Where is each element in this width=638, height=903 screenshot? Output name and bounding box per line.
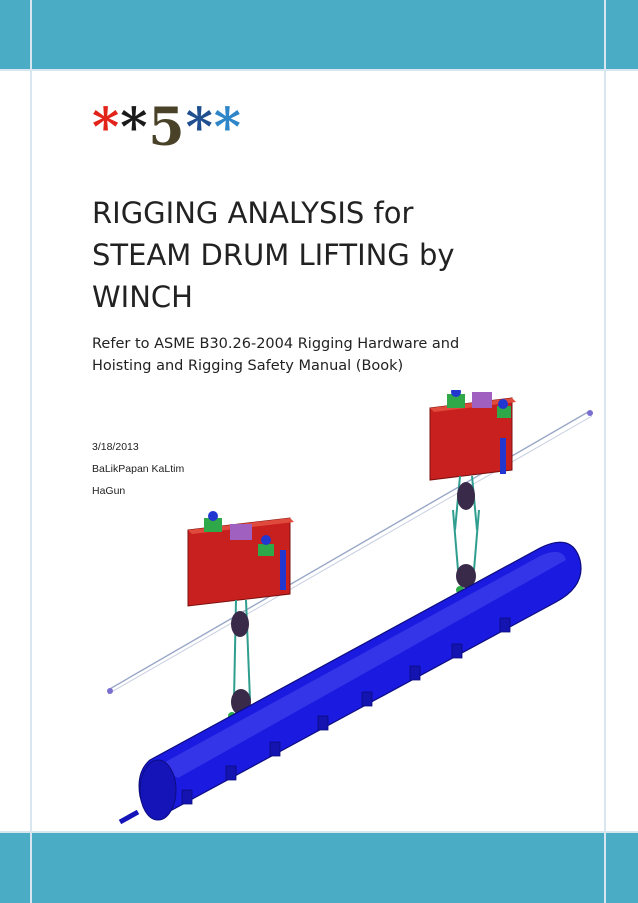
document-subtitle [92, 333, 562, 377]
subtitle-line: Refer to ASME B30.26-2004 Rigging Hardware and [92, 336, 460, 352]
document-location: BaLikPapan KaLtim [92, 463, 185, 475]
star-2: * [120, 97, 149, 158]
title-line: STEAM DRUM LIFTING by [92, 238, 455, 272]
star-4: * [185, 97, 214, 158]
header-band [0, 0, 638, 69]
frame-line-bottom [0, 831, 638, 833]
document-date: 3/18/2013 [92, 441, 139, 453]
document-author: HaGun [92, 485, 126, 497]
beam-right [430, 390, 516, 480]
heading-stars [92, 98, 242, 158]
guide-rail-front [108, 412, 588, 690]
document-title [92, 192, 562, 318]
subtitle-line: Hoisting and Rigging Safety Manual (Book) [92, 358, 404, 374]
title-line: RIGGING ANALYSIS for [92, 196, 414, 230]
star-5: * [213, 97, 242, 158]
frame-line-left [30, 0, 32, 903]
title-line: WINCH [92, 280, 193, 314]
rigging-illustration [100, 390, 610, 830]
beam-left [188, 511, 294, 606]
rail-end-left [107, 688, 113, 694]
footer-band [0, 833, 638, 903]
rail-end-right [587, 410, 593, 416]
star-1: * [92, 97, 121, 158]
star-number: 5 [148, 97, 186, 158]
frame-line-top [0, 69, 638, 71]
